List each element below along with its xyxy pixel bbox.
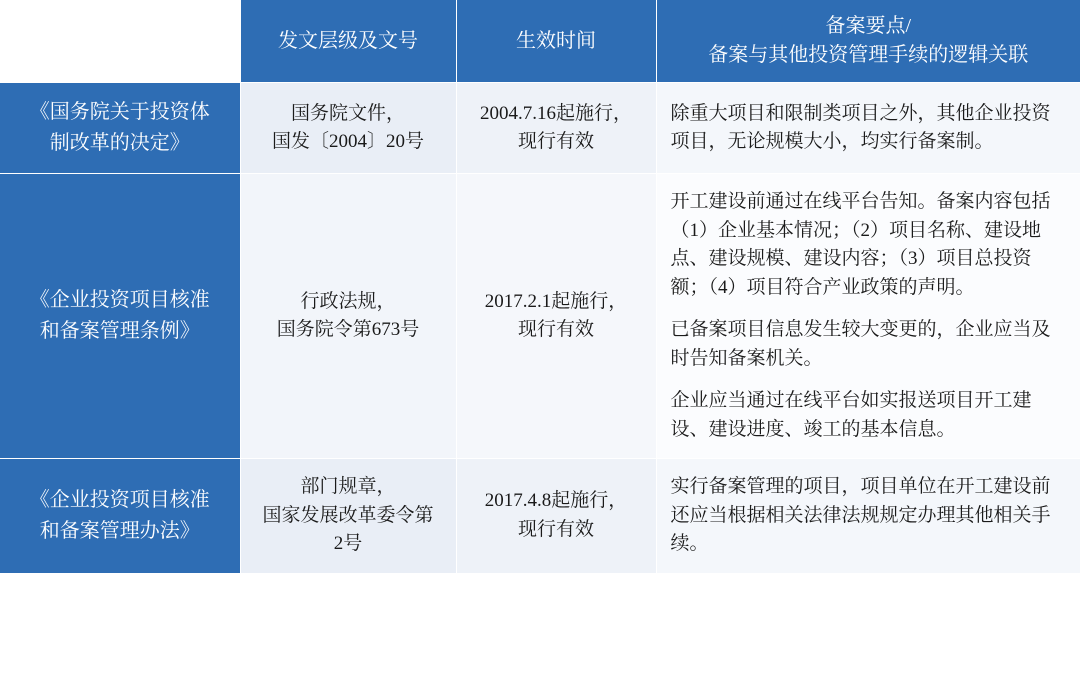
row-date-line1: 2017.2.1起施行， xyxy=(484,290,628,312)
row-document-line2: 国务院令第673号 xyxy=(276,319,420,340)
row-date-cell xyxy=(456,83,656,174)
row-points-cell xyxy=(656,174,1080,459)
points-paragraph: 已备案项目信息发生较大变更的，企业应当及时告知备案机关。 xyxy=(670,319,1051,369)
row-points-cell xyxy=(656,459,1080,573)
header-row xyxy=(0,0,1080,83)
header-filing-points-line1: 备案要点/ xyxy=(825,15,912,37)
row-document-line1: 国务院文件， xyxy=(290,102,405,124)
row-document-line2: 国家发展改革委令第 xyxy=(262,504,434,526)
row-document-line3: 2号 xyxy=(333,533,363,554)
points-paragraph: 企业应当通过在线平台如实报送项目开工建设、建设进度、竣工的基本信息。 xyxy=(670,390,1032,440)
header-cell-effective-date: 生效时间 xyxy=(456,0,656,83)
row-document-line2: 国发〔2004〕20号 xyxy=(271,131,424,152)
row-document-cell xyxy=(240,83,456,174)
row-title-line1: 《国务院关于投资体 xyxy=(29,101,210,123)
row-title-line1: 《企业投资项目核准 xyxy=(29,289,210,311)
row-title-line1: 《企业投资项目核准 xyxy=(29,488,210,511)
table-row xyxy=(0,174,1080,459)
row-title-cell xyxy=(0,459,240,573)
table-header xyxy=(0,0,1080,83)
row-title-line2: 和备案管理办法》 xyxy=(39,519,200,542)
table-body xyxy=(0,83,1080,573)
row-date-line2: 现行有效 xyxy=(517,319,594,340)
row-document-line1: 部门规章， xyxy=(300,476,396,497)
row-title-line2: 制改革的决定》 xyxy=(49,132,190,154)
row-date-line1: 2004.7.16起施行， xyxy=(479,102,632,124)
header-cell-document-level: 发文层级及文号 xyxy=(240,0,456,83)
row-title-cell xyxy=(0,174,240,459)
row-date-cell xyxy=(456,459,656,573)
row-date-cell xyxy=(456,174,656,459)
points-paragraph: 实行备案管理的项目，项目单位在开工建设前还应当根据相关法律法规规定办理其他相关手续。 xyxy=(670,476,1051,554)
row-points-cell xyxy=(656,83,1080,174)
points-paragraph: 除重大项目和限制类项目之外，其他企业投资项目，无论规模大小，均实行备案制。 xyxy=(670,102,1051,152)
row-date-line2: 现行有效 xyxy=(517,131,594,152)
points-paragraph: 开工建设前通过在线平台告知。备案内容包括（1）企业基本情况；（2）项目名称、建设地点、建设规模、建设内容；（3）项目总投资额；（4）项目符合产业政策的声明。 xyxy=(670,191,1051,298)
row-title-cell xyxy=(0,83,240,174)
row-document-cell xyxy=(240,174,456,459)
header-filing-points-line2: 备案与其他投资管理手续的逻辑关联 xyxy=(708,44,1029,66)
header-cell-filing-points xyxy=(656,0,1080,83)
header-cell-empty xyxy=(0,0,240,83)
row-date-line2: 现行有效 xyxy=(517,518,594,540)
table-row xyxy=(0,83,1080,174)
row-document-line1: 行政法规， xyxy=(300,290,396,312)
row-document-cell xyxy=(240,459,456,573)
row-title-line2: 和备案管理条例》 xyxy=(39,320,200,342)
row-date-line1: 2017.4.8起施行， xyxy=(484,490,628,512)
table-row xyxy=(0,459,1080,573)
